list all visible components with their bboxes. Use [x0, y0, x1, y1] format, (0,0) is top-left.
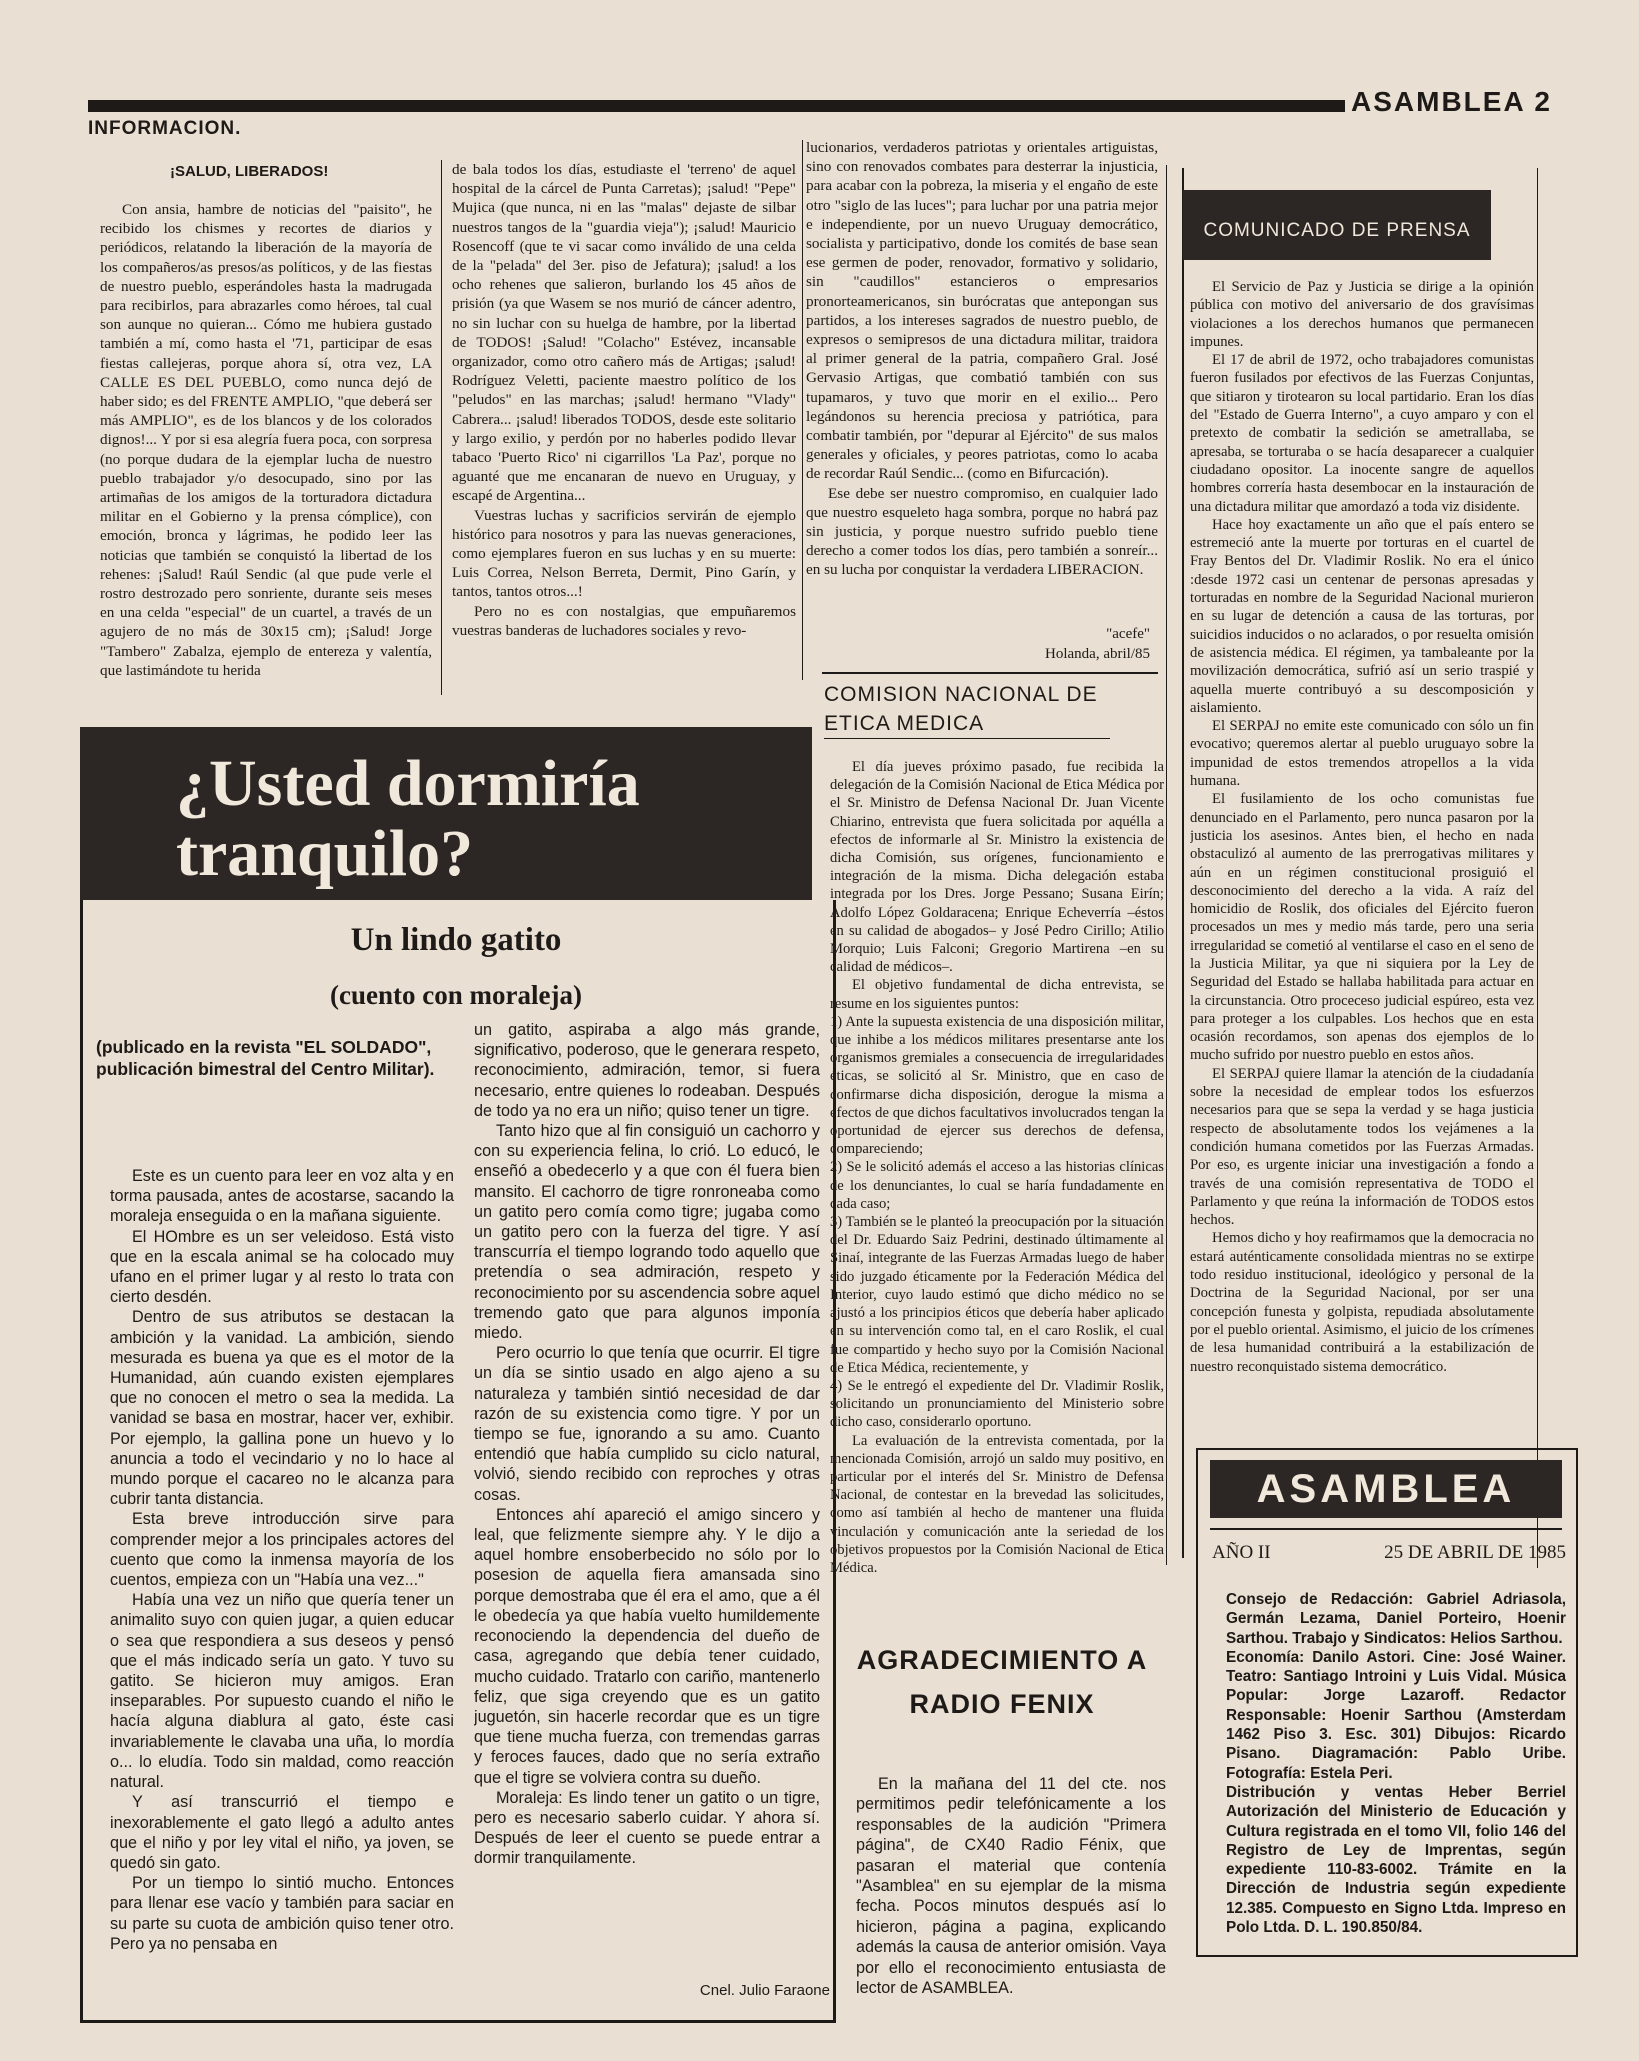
paragraph: El SERPAJ no emite este comunicado con sólo un fin evocativo; queremos alertar al pueblo uruguayo sobre la impunidad de estos tremendos atropellos a la vida humana. [1190, 718, 1534, 790]
divider [824, 738, 1110, 739]
usted-banner-line-2: tranquilo? [176, 817, 474, 890]
masthead-date: 25 DE ABRIL DE 1985 [1384, 1542, 1566, 1563]
agradecimiento-title-line-1: AGRADECIMIENTO A [856, 1645, 1148, 1675]
paragraph: La evaluación de la entrevista comentada, por la mencionada Comisión, arrojó un saldo muy positivo, en particular por el interés del Sr. Ministro de Defensa Nacional, de contestar en la brevedad las solicitudes, como así también al hecho de mantener una fluida vinculación y comunicación ante la seriedad de los objetivos propuestos por la Comisión Nacional de Etica Médica. [830, 1432, 1164, 1576]
agradecimiento-title [832, 1638, 1172, 1726]
usted-column-1 [110, 1166, 454, 2011]
comunicado-header: COMUNICADO DE PRENSA [1183, 190, 1491, 260]
header-rule [88, 100, 1552, 112]
salud-column-2 [452, 160, 796, 695]
masthead-year: AÑO II [1212, 1542, 1271, 1563]
paragraph: Había una vez un niño que quería tener un animalito suyo con quien jugar, a quien educar o sea que respondiera a sus deseos y pensó que el más indicado sería un gato. Y tuvo su gatito. Se hicieron muy amigos. Eran inseparables. Por supuesto cuando el niño le hacía alguna diablura al gato, éste casi invariablemente le clavaba una uña, lo mordía o... lo eludía. Todo sin maldad, como reacción natural. [110, 1591, 454, 1792]
credits-line: Distribución y ventas Heber Berriel Autorización del Ministerio de Educación y Cultura registrada en el tomo VII, folio 146 del Registro de Ley de Imprentas, según expediente 110-83-6002. Trámite en la Dirección de Industria según expediente 12.385. Compuesto en Signo Ltda. Impreso en Polo Ltda. D. L. 190.850/84. [1226, 1783, 1566, 1937]
paragraph: El día jueves próximo pasado, fue recibida la delegación de la Comisión Nacional de Etica Médica por el Sr. Ministro de Defensa Nacional Dr. Juan Vicente Chiarino, entrevista que fuera solicitada por aquélla a efectos de informarle al Sr. Ministro la existencia de dicha Comisión, sus orígenes, funcionamiento e integración de la misma. Dicha delegación estaba integrada por los Dres. Jorge Pessano; Susana Eirín; Adolfo López Goldaracena; Enrique Echeverría –éstos en su calidad de abogados– y José Pedro Cirillo; Atilio Morquio; Luis Falconi; Gregorio Martirena –en su calidad de médicos–. [830, 759, 1164, 976]
usted-title: Un lindo gatito [350, 922, 562, 958]
usted-banner [80, 727, 812, 900]
list-item: 1) Ante la supuesta existencia de una disposición militar, que inhibe a los médicos militares presentarse ante los organismos gremiales a consecuencia de irregularidades éticas, se solicitó al Sr. Ministro, que en caso de confirmarse dicha disposición, derogue la misma a efectos de que dichos facultativos involucrados tengan la oportunidad de ejercer sus derechos de defensa, compareciendo; [830, 1013, 1164, 1158]
paragraph: Vuestras luchas y sacrificios servirán de ejemplo histórico para nosotros y para las nuevas generaciones, como ejemplares fueron en sus luchas y en su muerte: Luis Correa, Nelson Berreta, Dermit, Pino Garín, y tantos, tantos otros...! [452, 506, 796, 601]
column-divider [1537, 168, 1538, 1568]
salud-signature: "acefe" [1106, 626, 1150, 642]
column-divider [441, 160, 442, 695]
usted-subtitle: (cuento con moraleja) [330, 980, 582, 1010]
usted-column-2 [474, 1020, 820, 1960]
paragraph: Y así transcurrió el tiempo e inexorablemente el gato llegó a adulto antes que el niño y por ley vital el niño, ya joven, se quedó sin gato. [110, 1793, 454, 1872]
comision-title [824, 680, 1154, 738]
credits-line: Economía: Danilo Astori. Cine: José Wainer. Teatro: Santiago Introini y Luis Vidal. Música Popular: Jorge Lazaroff. Redactor Responsable: Hoenir Sarthou (Amsterdam 1462 Piso 3. Esc. 301) Dibujos: Ricardo Pisano. Diagramación: Pablo Uribe. Fotografía: Estela Peri. [1226, 1648, 1566, 1782]
paragraph: Dentro de sus atributos se destacan la ambición y la vanidad. La ambición, siendo mesurada es buena ya que es el motor de la Humanidad, aún cuando existen ejemplares que no conocen el metro o sea la medida. La vanidad se basa en mostrar, hacer ver, exhibir. Por ejemplo, la gallina pone un huevo y lo anuncia a todo el vecindario y no lo hace al mundo porque el cacareo no le alcanza para cubrir tanta distancia. [110, 1308, 454, 1509]
salud-column-3 [806, 138, 1158, 638]
comision-body [830, 758, 1164, 1596]
usted-banner-line-1: ¿Usted dormiría [176, 747, 640, 820]
usted-intro: (publicado en la revista "EL SOLDADO", publicación bimestral del Centro Militar). [96, 1037, 435, 1079]
column-divider [1182, 168, 1184, 1558]
paragraph: Con ansia, hambre de noticias del "paisito", he recibido los chismes y recortes de diarios y periódicos, relatando la liberación de la mayoría de los compañeros/as presos/as políticos, y de las fiestas de nuestro pueblo, esperándoles hasta la madrugada para recibirlos, para abrazarles como héroes, tal cual son aunque no quieran... Cómo me hubiera gustado también a mí, como hasta el '71, participar de esas fiestas callejeras, porque ahora sí, otra vez, LA CALLE ES DEL PUEBLO, como nunca dejó de haber sido; es del FRENTE AMPLIO, "que deberá ser más AMPLIO", es de los blancos y de los colorados dignos!... Y por si esa alegría fuera poca, con sorpresa (no porque dudara de la ejemplar lucha de nuestro pueblo trabajador y/o desocupado, sino por las artimañas de los amigos de la torturadora dictadura militar en el Gobierno y la prensa cómplice), con emoción, bronca y lágrimas, he podido leer las noticias que también se conquistó la libertad de los rehenes: ¡Salud! Raúl Sendic (al que pude verle el rostro destrozado pero sonriente, durante seis meses en una celda "especial" de un cuartel, a través de un agujero de no más de 30x15 cm); ¡Salud! Jorge "Tambero" Zabalza, ejemplo de entereza y valentía, que lastimándote tu herida [100, 201, 432, 679]
paragraph: El 17 de abril de 1972, ocho trabajadores comunistas fueron fusilados por efectivos de las Fuerzas Conjuntas, que sitiaron y tirotearon su local partidario. Eran los días del "Estado de Guerra Interno", a cuyo amparo y con el pretexto de combatir la sedición se ametrallaba, se apresaba, se torturaba o se hacía desaparecer a cualquier ciudadano opositor. La inocente sangre de aquellos hombres correría hasta desembocar en la instauración de una dictadura militar que amordazó a toda viz disidente. [1190, 352, 1534, 515]
paragraph: En la mañana del 11 del cte. nos permitimos pedir telefónicamente a los responsables de la audición "Primera página", de CX40 Radio Fénix, que pasaran el material que contenía "Asamblea" en su ejemplar de la misma fecha. Pocos minutos después así lo hicieron, página a pagina, explicando además la causa de anterior omisión. Vaya por ello el reconocimiento entusiasta de lector de ASAMBLEA. [856, 1775, 1166, 1998]
masthead-credits [1226, 1590, 1566, 1937]
list-item: 3) También se le planteó la preocupación por la situación del Dr. Eduardo Saiz Pedrini, destinado últimamente al Sinaí, integrante de las Fuerzas Armadas luego de haber sido juzgado éticamente por la Federación Médica del Interior, cuyo laudo estimó que dicho médico no se ajustó a los principios éticos que debería haber aplicado en su intervención como tal, en el caro Roslik, el cual fue compartido y hecho suyo por la Comisión Nacional de Etica Médica, recientemente, y [830, 1214, 1164, 1376]
paragraph: Por un tiempo lo sintió mucho. Entonces para llenar ese vacío y también para saciar en su parte su cuota de ambición quiso tener otro. Pero ya no pensaba en [110, 1874, 454, 1953]
masthead-logo: ASAMBLEA [1210, 1460, 1562, 1518]
paragraph: Este es un cuento para leer en voz alta y en torma pausada, antes de acostarse, sacando la moraleja enseguida o en la mañana siguiente. [110, 1167, 454, 1226]
comision-title-line-1: COMISION NACIONAL DE [824, 683, 1098, 706]
column-divider [1166, 165, 1167, 1565]
salud-title: ¡SALUD, LIBERADOS! [170, 163, 329, 180]
usted-signature: Cnel. Julio Faraone [699, 1982, 830, 1999]
paragraph: Pero no es con nostalgias, que empuñaremos vuestras banderas de luchadores sociales y revo- [452, 602, 796, 639]
agradecimiento-body [856, 1774, 1166, 2004]
credits-line: Consejo de Redacción: Gabriel Adriasola, Germán Lezama, Daniel Porteiro, Hoenir Sarthou. Trabajo y Sindicatos: Helios Sarthou. [1226, 1591, 1566, 1647]
page-number-header: ASAMBLEA 2 [1345, 86, 1558, 118]
paragraph: Hace hoy exactamente un año que el país entero se estremeció ante la muerte por torturas en el cuartel de Fray Bentos del Dr. Vladimir Roslik. No era el único :desde 1972 casi un centenar de personas apresadas y torturadas en nombre de la Seguridad Nacional murieron en su lugar de detención a causa de las torturas, por suicidios inducidos o no aclarados, o por resuelta omisión de asistencia médica. El régimen, ya tambaleante por la movilización democrática, sufrió así un serio traspié y aquella muerte contribuyó a su descomposición y aislamiento. [1190, 516, 1534, 716]
paragraph: Pero ocurrio lo que tenía que ocurrir. El tigre un día se sintio usado en algo ajeno a su naturaleza y también sintió necesidad de dar razón de su existencia como tigre. Y por un tiempo se fue, ignorando a su amo. Cuanto entendió que había cumplido su ciclo natural, volvió, siendo recibido con reproches y otras cosas. [474, 1344, 820, 1504]
paragraph: El Servicio de Paz y Justicia se dirige a la opinión pública con motivo del aniversario de dos gravísimas violaciones a los derechos humanos que permanecen impunes. [1190, 279, 1534, 350]
paragraph: El SERPAJ quiere llamar la atención de la ciudadanía sobre la necesidad de emplear todos los esfuerzos necesarios para que se sepa la verdad y se haga justicia respecto de absolutamente todos los vejámenes a la condición humana cometidos por las Fuerzas Armadas. Por eso, es urgente iniciar una investigación a fondo a través de una comisión representativa de TODO el Parlamento y que reúna la información de TODOS estos hechos. [1190, 1065, 1534, 1229]
divider [1210, 1528, 1562, 1530]
paragraph: de bala todos los días, estudiaste el 'terreno' de aquel hospital de la cárcel de Punta Carretas); ¡salud! "Pepe" Mujica (que nunca, ni en las "malas" dejaste de silbar nuestros tangos de la "guardia vieja"); ¡salud! Mauricio Rosencoff (que te vi sacar como inválido de una celda de la "pelada" del 3er. piso de Jefatura); ¡salud! a los ocho rehenes que salieron, burlando los 45 años de prisión (ya que Wasem se nos murió de cáncer adentro, no sin luchar con su huelga de hambre, por la libertad de TODOS! ¡Salud! "Colacho" Estévez, incansable organizador, como otro cañero más de Artigas; ¡salud! Rodríguez Veletti, paciente maestro político de los "peludos" en las marchas; ¡salud! hermano "Vlady" Cabrera... ¡salud! liberados TODOS, desde este solitario y largo exilio, y perdón por no haberles podido llevar tabaco 'Puerto Rico' ni cigarrillos 'La Paz', porque no aguanté que me encanaran de nuevo en Uruguay, y escapé de Argentina... [452, 161, 796, 505]
section-label: INFORMACION. [88, 118, 242, 139]
paragraph: Tanto hizo que al fin consiguió un cachorro y con su experiencia felina, lo crió. Lo educó, le enseñó a obedecerlo y a que con él fuera bien mansito. El cachorro de tigre ronroneaba como un gatito pero comía como tigre; jugaba como un gatito pero con la fuerza del tigre. Y así transcurría el tiempo logrando todo aquello que pretendía o sea admiración, respeto y reconocimiento por su ascendencia sobre aquel tremendo gato que para algunos imponía miedo. [474, 1122, 820, 1343]
salud-place-date: Holanda, abril/85 [1045, 646, 1150, 662]
divider [822, 672, 1158, 674]
paragraph: un gatito, aspiraba a algo más grande, significativo, poderoso, que le generara respeto, reconocimiento, admiración, temor, si fuera necesario, entre quienes lo rodeaban. Después de todo ya no era un niño; quiso tener un tigre. [474, 1021, 820, 1120]
paragraph: Ese debe ser nuestro compromiso, en cualquier lado que nuestro esqueleto haga sombra, porque no habrá paz sin justicia, y porque nuestro sufrido pueblo tiene derecho a comer todos los días, pero también a sonreír... en su lucha por conquistar la verdadera LIBERACION. [806, 484, 1158, 579]
paragraph: Moraleja: Es lindo tener un gatito o un tigre, pero es necesario saberlo cuidar. Y ahora sí. Después de leer el cuento se puede entrar a dormir tranquilamente. [474, 1788, 820, 1868]
list-item: 4) Se le entregó el expediente del Dr. Vladimir Roslik, solicitando un pronunciamiento del Ministerio sobre dicho caso, considerarlo oportuno. [830, 1377, 1164, 1431]
paragraph: El fusilamiento de los ocho comunistas fue denunciado en el Parlamento, pero nunca pasaron por la justicia los asesinos. Antes bien, el hecho en nada obstaculizó al aumento de las prerrogativas militares y aún en un régimen constitucional prosiguió el desconocimiento del derecho a la vida. A raíz del homicidio de Roslik, dos oficiales del Ejército fueron procesados un mes y medio más tarde, pero una seria irregularidad se cometió al ventilarse el caso en el seno de la Justicia Militar, ya que ni siquiera por la Ley de Seguridad del Estado se hallaba habilitada para actuar en la circunstancia. Otro proceceso judicial espúreo, esta vez para proteger a los culpables. Los hechos que en esta ocasión recordamos, son apenas dos ejemplos de lo mucho sufrido por nuestro pueblo en estos años. [1190, 791, 1534, 1064]
paragraph: lucionarios, verdaderos patriotas y orientales artiguistas, sino con renovados combates para desterrar la injusticia, para acabar con la pobreza, la miseria y el engaño de este otro "siglo de las luces"; para luchar por una patria mejor e independiente, por un nuevo Uruguay democrático, socialista y participativo, donde los comités de base sean ese germen de poder, renovador, formativo y solidario, sin "caudillos" estancieros o empresarios pronorteamericanos, sin burócratas que antepongan sus partidos, a los intereses sagrados de nuestro pueblo, de expresos o semipresos de una dictadura militar, traidora al primer general de la patria, compañero Gral. José Gervasio Artigas, que combatió también con sus tupamaros, y tuvo que morir en el exilio... Pero legándonos su herencia preciosa y patriótica, para combatir también, por "depurar al Ejército" de sus malos generales y oficiales, y peores patriotas, como lo acaba de recordar Raúl Sendic... (como en Bifurcación). [806, 139, 1158, 483]
paragraph: El objetivo fundamental de dicha entrevista, se resume en los siguientes puntos: [830, 977, 1164, 1012]
paragraph: Entonces ahí apareció el amigo sincero y leal, que felizmente siempre ahy. Y le dijo a aquel hombre ensoberbecido no sólo por lo posesion de aquella fiera amansada sino porque demostraba que él era el amo, que a él le obedecía ya que había vuelto humildemente reconociendo la dependencia del dueño de casa, agregando que debía tener cuidado, mucho cuidado. Tratarlo con cariño, mantenerlo feliz, que siga creyendo que es un gatito juguetón, sin hacerle recordar que es un tigre que tiene mucha fuerza, con tremendas garras y feroces fauces, dado que no sería extraño que el tigre se volviera contra su dueño. [474, 1505, 820, 1787]
salud-column-1 [100, 200, 432, 695]
comunicado-body [1190, 278, 1534, 1540]
paragraph: Hemos dicho y hoy reafirmamos que la democracia no estará auténticamente consolidada mientras no se extirpe todo residuo institucional, ideológico y personal de la Doctrina de la Seguridad Nacional, por ser una concepción funesta y golpista, repudiada absolutamente por el pueblo oriental. Asimismo, el juicio de los crímenes de lesa humanidad contribuirá a la estabilización de nuestro reconquistado sistema democrático. [1190, 1230, 1534, 1375]
list-item: 2) Se le solicitó además el acceso a las historias clínicas de los denunciantes, lo cual se haría fundadamente en cada caso; [830, 1159, 1164, 1212]
agradecimiento-title-line-2: RADIO FENIX [909, 1689, 1095, 1719]
paragraph: El HOmbre es un ser veleidoso. Está visto que en la escala animal se ha colocado muy ufano en el primer lugar y al resto lo trata con cierto desdén. [110, 1227, 454, 1307]
column-divider [802, 140, 803, 680]
paragraph: Esta breve introducción sirve para comprender mejor a los principales actores del cuento que como la inmensa mayoría de los cuentos, empieza con un "Había una vez..." [110, 1510, 454, 1590]
comision-title-line-2: ETICA MEDICA [824, 712, 985, 735]
